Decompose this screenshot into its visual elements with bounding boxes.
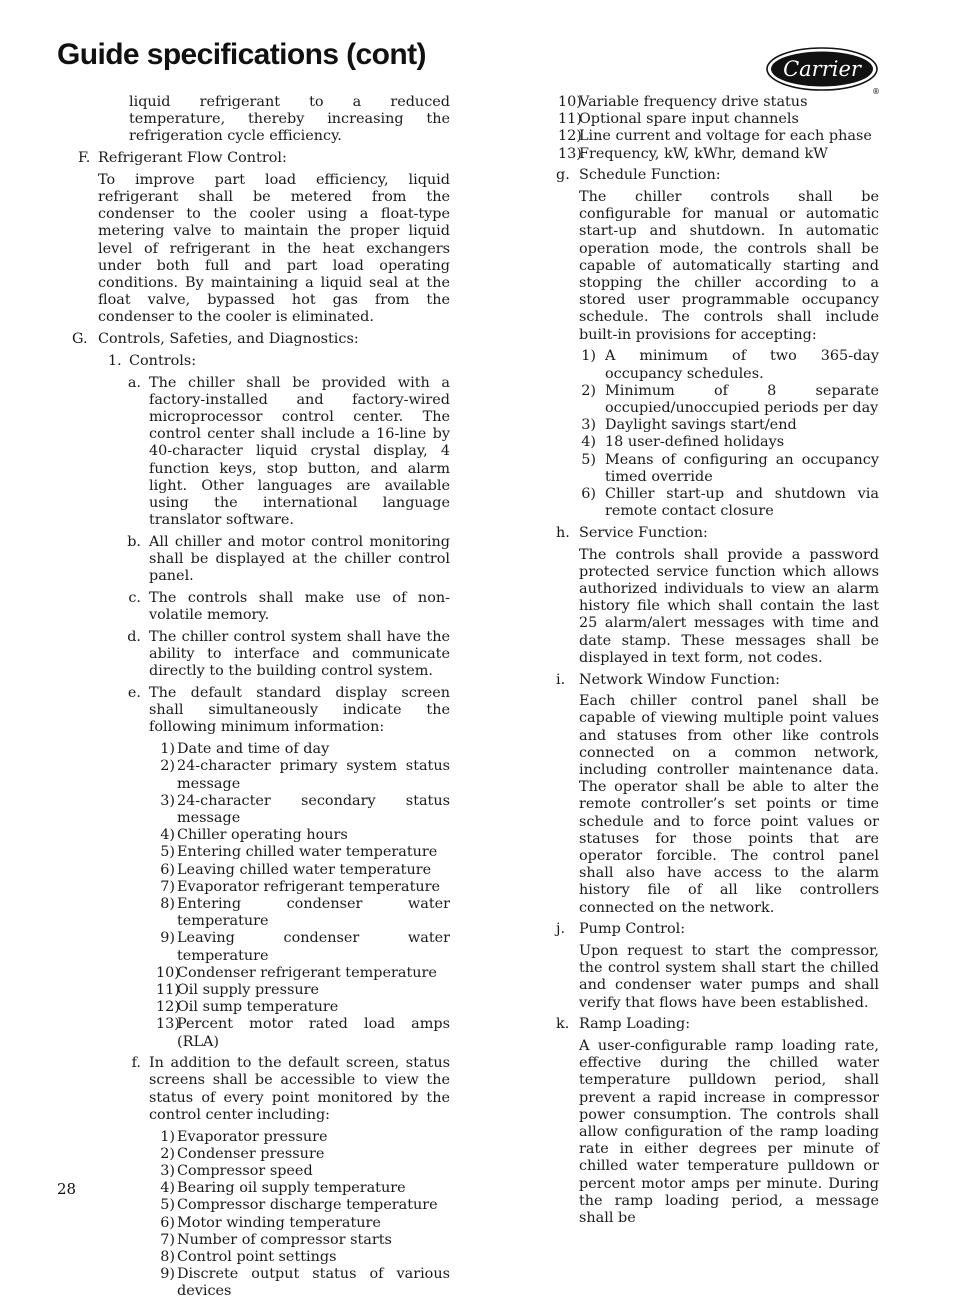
section-title: Ramp Loading: [579,1016,691,1033]
section-f-marker: F. [78,150,91,167]
section-g-marker: G. [72,331,88,348]
section-i-heading [556,672,879,689]
section-f-heading [78,150,450,167]
list-item: 9) Discrete output status of various devices [160,1266,450,1300]
schedule-list [579,348,879,520]
list-item: 7) Number of compressor starts [160,1231,392,1248]
list-item: 3) Daylight savings start/end [581,417,797,434]
list-item: 11) Oil supply pressure [156,981,320,998]
carrier-logo [766,46,878,96]
left-column [57,94,450,1301]
list-item: 6) Chiller start-up and shutdown via remote contact closure [581,485,879,520]
section-marker: j. [556,921,566,938]
list-item: 13) Frequency, kW, kWhr, demand kW [558,145,828,162]
list-item: 2) Condenser pressure [160,1145,325,1162]
ramp-loading-text: A user-configurable ramp loading rate, effective during the chilled water temperature pulldown period, shall prevent a rapid increase in compressor power consumption. The controls shall allow configuration of the ramp loading rate in either degrees per minute of chilled water temperature pulldown or percent motor amps per minute. During the ramp loading period, a message shall be [579,1038,879,1227]
section-marker: i. [556,671,566,688]
list-item: 4) 18 user-defined holidays [581,434,785,451]
list-item: d. The chiller control system shall have the ability to interface and communicate directly to the building control system. [127,628,450,680]
section-marker: g. [556,167,570,184]
list-item: a. The chiller shall be provided with a factory-installed and factory-wired microprocessor control center. The control center shall include a 16-line by 40-character liquid crystal display, 4 function keys, stop button, and alarm light. Other languages are available using the international language translator software. [127,374,450,529]
list-item: 1) Evaporator pressure [160,1128,328,1145]
list-item: 4) Bearing oil supply temperature [160,1180,406,1197]
list-item: 3) Compressor speed [160,1162,313,1179]
list-item: 8) Entering condenser water temperature [160,895,450,930]
section-f-text: To improve part load efficiency, liquid refrigerant shall be metered from the condenser to the cooler using a float-type metering valve to maintain the proper liquid level of refrigerant in the heat exchangers under both full and part load operating conditions. By maintaining a liquid seal at the float valve, bypassed hot gas from the condenser to the cooler is eliminated. [98,171,450,326]
controls-marker: 1. [108,352,122,369]
continued-list [558,94,879,163]
section-marker: k. [556,1016,570,1033]
page-number: 28 [57,1180,77,1198]
section-f-title: Refrigerant Flow Control: [98,150,287,167]
list-item: 2) 24-character primary system status message [160,758,450,792]
section-title: Pump Control: [579,921,686,938]
list-item: 4) Chiller operating hours [160,827,348,844]
section-g-schedule-heading [556,167,879,184]
list-item: 10) Condenser refrigerant temperature [156,964,437,981]
schedule-function-text: The chiller controls shall be configurable for manual or automatic start-up and shutdown. In automatic operation mode, the controls shall be capable of automatically starting and stopping the chiller according to a stored user programmable occupancy schedule. The controls shall include built-in provisions for accepting: [579,189,879,343]
intro-paragraph: liquid refrigerant to a reduced temperature, thereby increasing the refrigeration cycle efficiency. [129,94,450,145]
list-item: 3) 24-character secondary status message [160,792,450,826]
list-item: 13) Percent motor rated load amps (RLA) [156,1016,450,1050]
list-item: 7) Evaporator refrigerant temperature [160,878,441,895]
list-item: e. The default standard display screen shall simultaneously indicate the following minimum information: [127,685,450,736]
status-screen-list [156,1129,450,1301]
list-item: b. All chiller and motor control monitoring shall be displayed at the chiller control panel. [127,533,450,585]
list-item: 10) Variable frequency drive status [558,94,808,110]
section-g-title: Controls, Safeties, and Diagnostics: [98,331,359,348]
list-item: 1) Date and time of day [160,741,330,758]
section-title: Network Window Function: [579,671,780,688]
list-item: 5) Means of configuring an occupancy timed override [581,451,879,485]
section-marker: h. [556,524,570,541]
section-j-heading [556,921,879,938]
list-item: 5) Compressor discharge temperature [160,1197,438,1214]
list-item: 6) Motor winding temperature [160,1214,381,1231]
section-k-heading [556,1016,879,1033]
section-g-heading [72,331,450,348]
network-window-text: Each chiller control panel shall be capable of viewing multiple point values and statuses from other like controls connected on a common network, including controller maintenance data. The operator shall be able to alter the remote controller’s set points or time schedule and to force point values or statuses for those points that are operator forcible. The control panel shall also have access to the alarm history file of all like controllers connected on the network. [579,693,879,916]
controls-heading [108,353,450,370]
list-item: 12) Oil sump temperature [156,999,339,1016]
logo-text: Carrier [783,57,861,81]
list-item: 11) Optional spare input channels [558,111,799,128]
pump-control-text: Upon request to start the compressor, the control system shall start the chilled and condenser water pumps and shall verify that flows have been established. [579,943,879,1011]
list-item: 5) Entering chilled water temperature [160,844,438,861]
display-info-list [156,741,450,1051]
section-title: Service Function: [579,524,708,541]
list-item: 8) Control point settings [160,1249,337,1265]
list-item: 6) Leaving chilled water temperature [160,861,432,878]
section-title: Schedule Function: [579,167,721,184]
controls-title: Controls: [129,352,197,369]
registered-mark: ® [872,87,880,96]
list-item: 2) Minimum of 8 separate occupied/unoccupied periods per day [581,382,879,416]
section-h-heading [556,525,879,542]
list-item: 1) A minimum of two 365-day occupancy schedules. [581,348,879,382]
page-title: Guide specifications (cont) [57,38,426,71]
service-function-text: The controls shall provide a password protected service function which allows authorized individuals to view an alarm history file which shall contain the last 25 alarm/alert messages with time and date stamp. These messages shall be displayed in text form, not codes. [579,546,879,666]
list-item: 9) Leaving condenser water temperature [160,930,450,964]
list-item: f. In addition to the default screen, status screens shall be accessible to view the status of every point monitored by the control center including: [131,1055,450,1123]
right-column [556,94,879,1227]
list-item: c. The controls shall make use of non-volatile memory. [128,589,450,624]
list-item: 12) Line current and voltage for each phase [558,128,872,145]
